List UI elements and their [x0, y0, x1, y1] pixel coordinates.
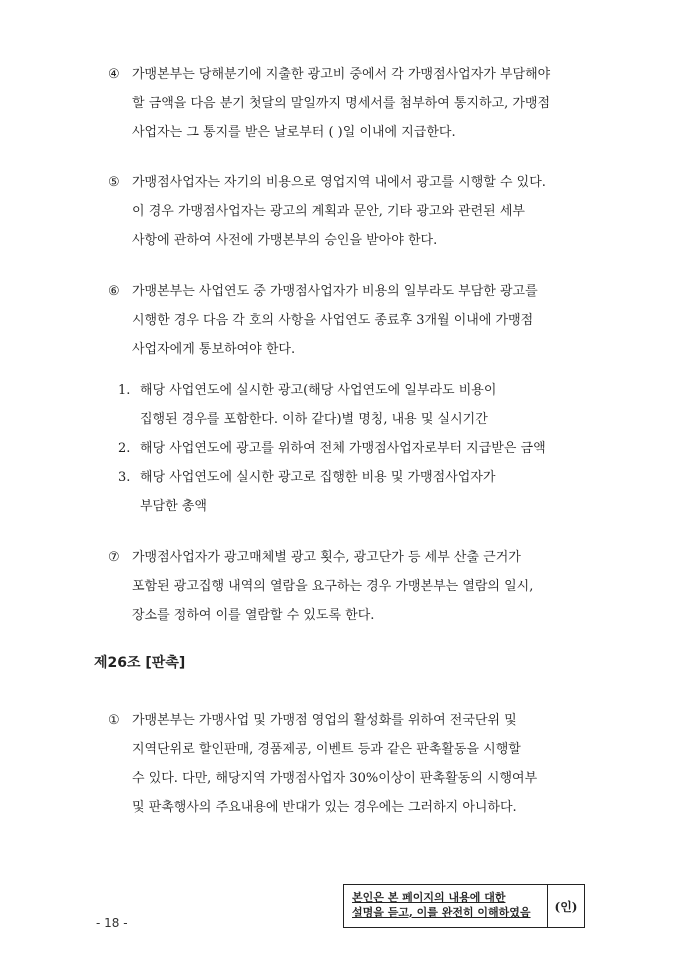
item-line: 2. 해당 사업연도에 광고를 위하여 전체 가맹점사업자로부터 지급받은 금액 — [118, 434, 588, 463]
paragraph-line: 사항에 관하여 사전에 가맹본부의 승인을 받아야 한다. — [132, 233, 438, 248]
paragraph-number: ④ — [108, 67, 120, 82]
item-number: 1. — [118, 383, 131, 398]
paragraph-line: 사업자에게 통보하여야 한다. — [132, 342, 296, 357]
paragraph-7 — [108, 543, 588, 630]
item-1 — [118, 376, 588, 434]
item-number: 3. — [118, 470, 131, 485]
confirmation-text — [344, 885, 547, 927]
item-2 — [118, 434, 588, 463]
paragraph-line: 지역단위로 할인판매, 경품제공, 이벤트 등과 같은 판촉활동을 시행할 — [132, 742, 521, 757]
paragraph-line: 및 판촉행사의 주요내용에 반대가 있는 경우에는 그러하지 아니하다. — [132, 800, 517, 815]
paragraph-line: 이 경우 가맹점사업자는 광고의 계획과 문안, 기타 광고와 관련된 세부 — [132, 204, 525, 219]
paragraph-line: 포함된 광고집행 내역의 열람을 요구하는 경우 가맹본부는 열람의 일시, — [132, 579, 534, 594]
item-line: 집행된 경우를 포함한다. 이하 같다)별 명칭, 내용 및 실시기간 — [140, 412, 488, 427]
paragraph-line: 수 있다. 다만, 해당지역 가맹점사업자 30%이상이 판촉활동의 시행여부 — [132, 771, 538, 786]
paragraph-line: 장소를 정하여 이를 열람할 수 있도록 한다. — [132, 608, 375, 623]
paragraph-number: ⑦ — [108, 550, 120, 565]
confirmation-line-1: 본인은 본 페이지의 내용에 대한 — [352, 891, 506, 904]
paragraph-4 — [108, 60, 588, 147]
article-title: 제26조 [판촉] — [94, 655, 186, 671]
paragraph-line: ⑥ 가맹본부는 사업연도 중 가맹점사업자가 비용의 일부라도 부담한 광고를 — [108, 277, 588, 306]
paragraph-line: 할 금액을 다음 분기 첫달의 말일까지 명세서를 첨부하여 통지하고, 가맹점 — [132, 96, 551, 111]
paragraph-6 — [108, 277, 588, 364]
confirmation-line-2: 설명을 듣고, 이를 완전히 이해하였음 — [352, 906, 531, 919]
paragraph-line: ⑦ 가맹점사업자가 광고매체별 광고 횟수, 광고단가 등 세부 산출 근거가 — [108, 543, 588, 572]
paragraph-line: ④ 가맹본부는 당해분기에 지출한 광고비 중에서 각 가맹점사업자가 부담해야 — [108, 60, 588, 89]
item-number: 2. — [118, 441, 131, 456]
page-number: - 18 - — [96, 916, 128, 930]
item-line: 1. 해당 사업연도에 실시한 광고(해당 사업연도에 일부라도 비용이 — [118, 376, 588, 405]
item-line: 3. 해당 사업연도에 실시한 광고로 집행한 비용 및 가맹점사업자가 — [118, 463, 588, 492]
paragraph-line: 시행한 경우 다음 각 호의 사항을 사업연도 종료후 3개월 이내에 가맹점 — [132, 313, 534, 328]
paragraph-line: ⑤ 가맹점사업자는 자기의 비용으로 영업지역 내에서 광고를 시행할 수 있다. — [108, 168, 588, 197]
paragraph-line: ① 가맹본부는 가맹사업 및 가맹점 영업의 활성화를 위하여 전국단위 및 — [108, 706, 588, 735]
paragraph-number: ⑥ — [108, 284, 120, 299]
confirmation-box — [343, 884, 585, 928]
item-3 — [118, 463, 588, 521]
paragraph-number: ⑤ — [108, 175, 120, 190]
paragraph-5 — [108, 168, 588, 255]
paragraph-line: 사업자는 그 통지를 받은 날로부터 ( )일 이내에 지급한다. — [132, 125, 456, 140]
item-line: 부담한 총액 — [140, 499, 207, 514]
paragraph-number: ① — [108, 713, 120, 728]
article-paragraph-1 — [108, 706, 588, 822]
signature-field[interactable]: (인) — [547, 885, 584, 927]
